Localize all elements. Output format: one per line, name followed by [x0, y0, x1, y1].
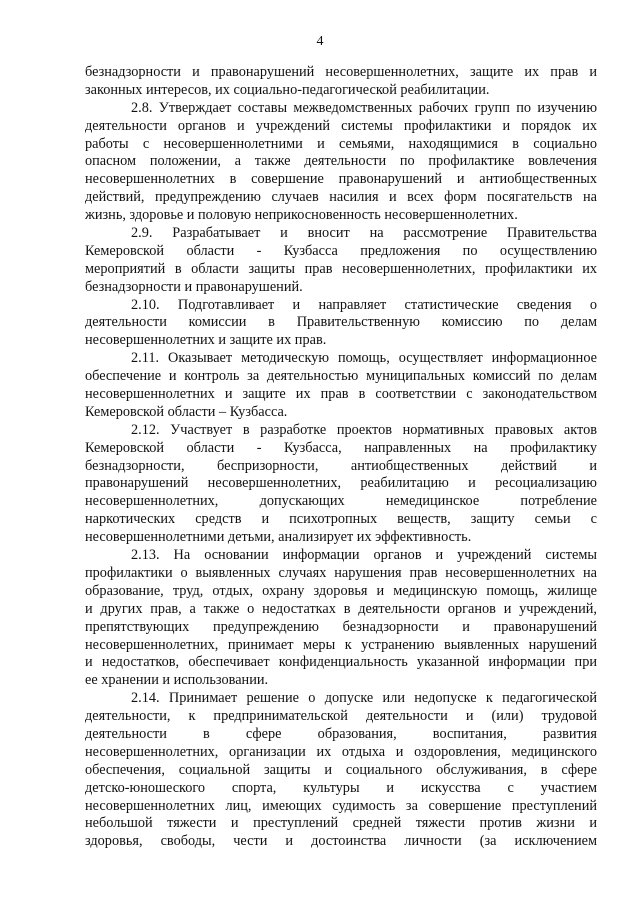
paragraph	[85, 422, 597, 547]
page-number: 4	[316, 34, 324, 49]
paragraph	[85, 64, 597, 100]
text-line: образование, труд, отдых, охрану здоровья и медицинскую помощь, жилище	[85, 582, 597, 599]
text-line: несовершеннолетних и защите их прав.	[85, 332, 327, 349]
text-line: и недостатков, обеспечивает конфиденциальность указанной информации при	[85, 654, 597, 671]
paragraph	[85, 690, 597, 851]
text-line: ее хранении и использовании.	[85, 672, 269, 689]
text-line: правонарушений несовершеннолетних, реабилитацию и ресоциализацию	[85, 475, 597, 492]
text-line: обеспечение и контроль за деятельностью муниципальных комиссий по делам	[85, 368, 597, 385]
text-line: опасном положении, а также деятельности по профилактике вовлечения	[85, 153, 597, 170]
text-line: 2.10. Подготавливает и направляет статистические сведения о	[131, 296, 597, 313]
text-line: и других прав, а также о недостатках в деятельности органов и учреждений,	[85, 600, 597, 617]
text-line: безнадзорности и правонарушений.	[85, 278, 303, 295]
text-line: несовершеннолетних, допускающих немедицинское потребление	[85, 493, 597, 510]
text-line: несовершеннолетних лиц, имеющих судимость за совершение преступлений	[85, 797, 597, 814]
text-line: препятствующих предупреждению безнадзорности и правонарушений	[85, 618, 597, 635]
text-line: 2.9. Разрабатывает и вносит на рассмотрение Правительства	[131, 225, 597, 242]
text-line: действий, предупреждению случаев насилия и всех форм посягательств на	[85, 189, 597, 206]
paragraph	[85, 350, 597, 422]
text-line: жизнь, здоровье и половую неприкосновенность несовершеннолетних.	[85, 207, 518, 224]
text-line: Кемеровской области – Кузбасса.	[85, 403, 288, 420]
paragraph	[85, 225, 597, 297]
text-line: безнадзорности и правонарушений несовершеннолетних, защите их прав и	[85, 64, 597, 80]
text-line: деятельности, к предпринимательской деятельности и (или) трудовой	[85, 708, 597, 725]
paragraph	[85, 100, 597, 225]
text-line: деятельности комиссии в Правительственную комиссию по делам	[85, 314, 597, 331]
text-line: несовершеннолетними детьми, анализирует их эффективность.	[85, 529, 472, 546]
text-line: обеспечения, социальной защиты и социального обслуживания, в сфере	[85, 761, 597, 778]
text-line: деятельности в сфере образования, воспитания, развития	[85, 725, 597, 742]
text-line: 2.13. На основании информации органов и учреждений системы	[131, 547, 597, 564]
text-line: здоровья, свободы, чести и достоинства личности (за исключением	[85, 833, 597, 850]
text-line: работы с несовершеннолетними и семьями, находящимися в социально	[85, 135, 597, 152]
paragraph	[85, 547, 597, 690]
paragraph	[85, 297, 597, 351]
text-line: Кемеровской области - Кузбасса, направленных на профилактику	[85, 439, 597, 456]
text-line: несовершеннолетних, принимает меры к устранению выявленных нарушений	[85, 636, 597, 653]
text-line: 2.14. Принимает решение о допуске или недопуске к педагогической	[131, 690, 597, 707]
text-line: несовершеннолетних в совершение правонарушений и антиобщественных	[85, 171, 597, 188]
text-line: безнадзорности, беспризорности, антиобщественных действий и	[85, 457, 597, 474]
text-line: несовершеннолетних и защите их прав в соответствии с законодательством	[85, 386, 597, 403]
text-line: 2.8. Утверждает составы межведомственных рабочих групп по изучению	[131, 99, 597, 116]
text-line: деятельности органов и учреждений системы профилактики и порядок их	[85, 117, 597, 134]
document-body	[85, 64, 597, 851]
text-line: мероприятий в области защиты прав несовершеннолетних, профилактики их	[85, 260, 597, 277]
text-line: 2.12. Участвует в разработке проектов нормативных правовых актов	[131, 421, 597, 438]
text-line: несовершеннолетних, организации их отдыха и оздоровления, медицинского	[85, 743, 597, 760]
text-line: законных интересов, их социально-педагогической реабилитации.	[85, 81, 490, 98]
text-line: детско-юношеского спорта, культуры и искусства с участием	[85, 779, 597, 796]
text-line: небольшой тяжести и преступлений средней тяжести против жизни и	[85, 815, 597, 832]
text-line: Кемеровской области - Кузбасса предложения по осуществлению	[85, 242, 597, 259]
text-line: профилактики о выявленных случаях нарушения прав несовершеннолетних на	[85, 564, 597, 581]
text-line: наркотических средств и психотропных веществ, защиту семьи с	[85, 511, 597, 528]
text-line: 2.11. Оказывает методическую помощь, осуществляет информационное	[131, 350, 597, 367]
